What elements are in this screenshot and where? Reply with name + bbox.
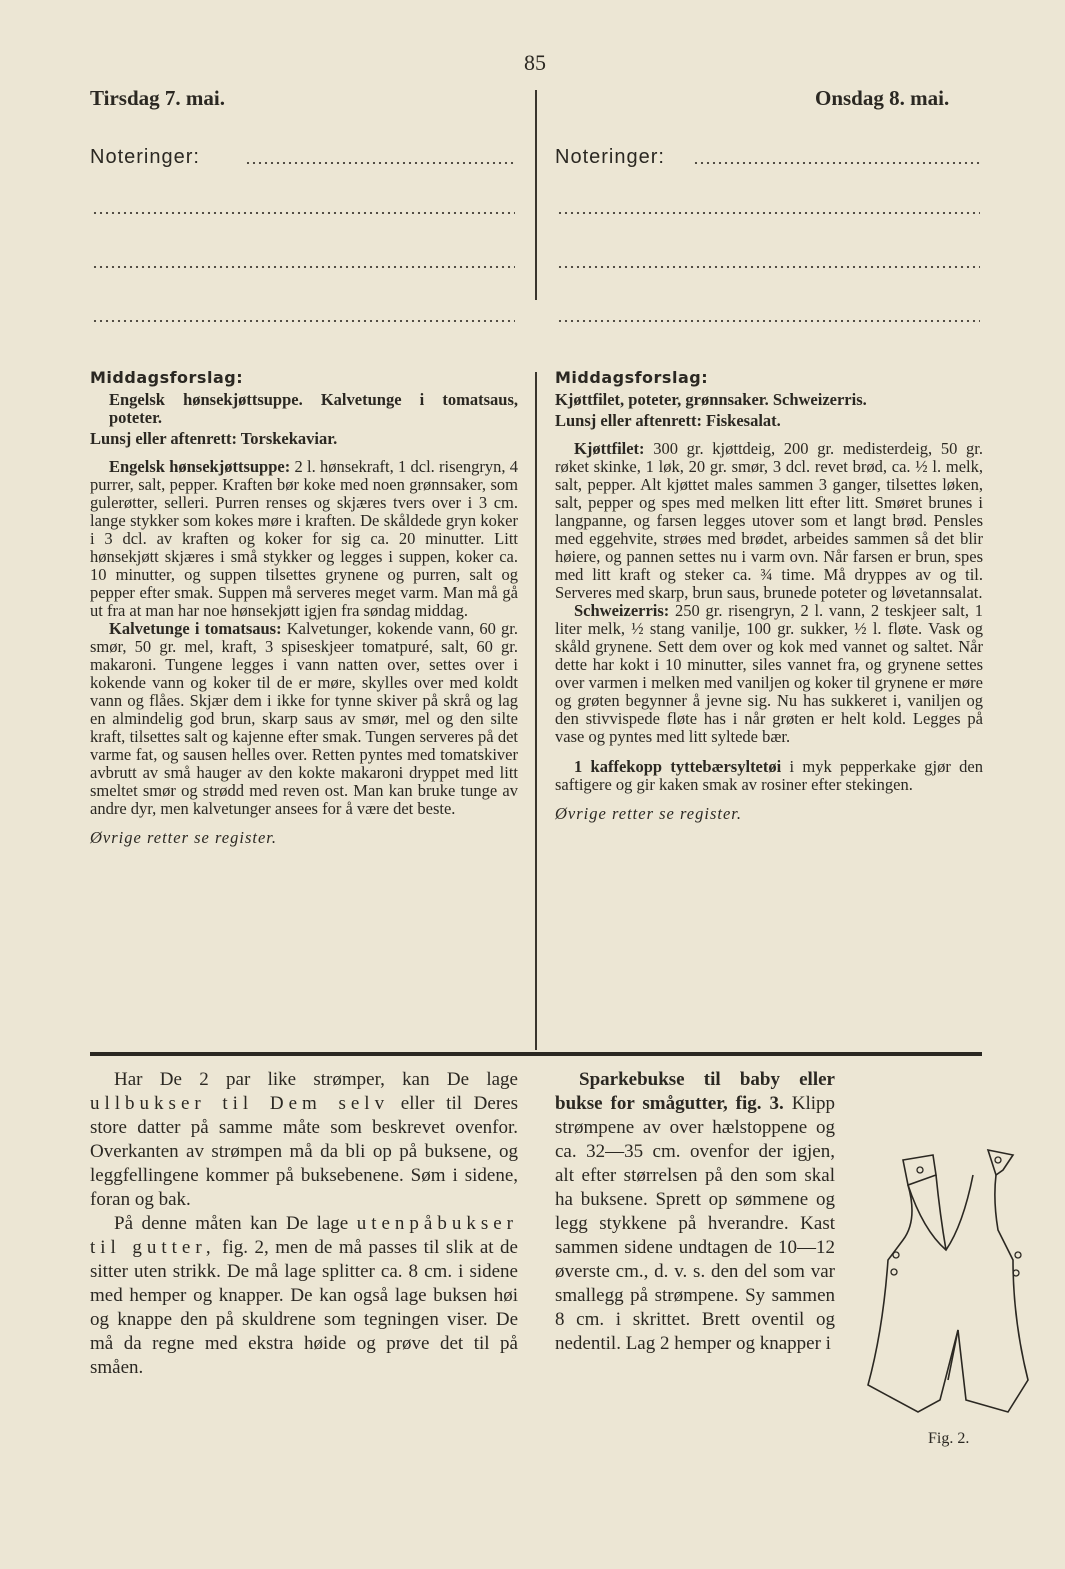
tip-text: i myk pepperkake gjør den saftigere og gir kaken smak av rosiner efter stekingen. (555, 757, 983, 794)
right-notes-line-2[interactable] (557, 212, 980, 214)
front-seam (936, 1175, 946, 1250)
recipe-title: Kalvetunge i tomatsaus: (109, 619, 282, 638)
right-dinner-heading: Middagsforslag: (555, 368, 709, 387)
right-recipes (555, 440, 983, 746)
right-notes-line-3[interactable] (557, 266, 980, 268)
recipe-paragraph (90, 458, 518, 620)
left-notes-line-3[interactable] (92, 266, 515, 268)
sparkebukse-title: Sparkebukse til baby eller bukse for smågutter, fig. 3. (555, 1069, 835, 1114)
recipe-text: Kalvetunger, kokende vann, 60 gr. smør, 50 gr. mel, kraft, 3 spiseskjeer tomatpuré, salt, 60 gr. makaroni. Tungene legges i vann natten over, settes over i kokende vann og koker til de er møre, skylles over med koldt vann og flåes. Skjær dem i ikke for tynne skiver på skrå og lag en almindelig god brun, skarp saus av smør, mel og den silte kraft, tilsettes salt og kajenne efter smak. Tungen serveres på det varme fat, og sausen helles over. Retten pyntes med tomatskiver avbrutt av små hauger av den kokte makaroni dryppet med litt smeltet smør og strødd med reven ost. Man kan bruke tunge av andre dyr, men kalvetunger ansees for å være det beste. (90, 619, 518, 818)
right-day-heading: Onsdag 8. mai. (815, 86, 950, 110)
left-notes-line-2[interactable] (92, 212, 515, 214)
spaced-term: utenpåbukser til gutter, (90, 1213, 518, 1258)
button-marker (893, 1252, 899, 1258)
recipe-paragraph (90, 620, 518, 818)
sparkebukse-text: Klipp strømpene av over hælstoppene og ca. 32—35 cm. ovenfor der igjen, alt efter størrelsen på den som skal ha buksene. Sprett op sømmene og legg stykkene på hverandre. Kast sammen sidene undtagen de 10—12 øverste cm., d. v. s. den del som var smallegg på strømpene. Sy sammen 8 cm. i skrittet. Brett oventil og nedentil. Lag 2 hemper og knapper i (555, 1093, 835, 1354)
column-divider-top (535, 90, 537, 300)
lower-paragraph-2 (90, 1212, 518, 1380)
right-tip (555, 758, 983, 794)
left-notes-line-4[interactable] (92, 320, 515, 322)
left-day-heading: Tirsdag 7. mai. (90, 86, 225, 110)
button-hole-marker (995, 1157, 1001, 1163)
right-register-note: Øvrige retter se register. (555, 804, 742, 823)
recipe-paragraph (555, 602, 983, 746)
left-notes-label: Noteringer: (90, 146, 200, 168)
recipe-title: Schweizerris: (574, 601, 670, 620)
section-rule (90, 1052, 982, 1056)
button-marker (891, 1269, 897, 1275)
page-number: 85 (524, 50, 546, 75)
left-strap (903, 1155, 936, 1185)
recipe-text: 300 gr. kjøttdeig, 200 gr. medisterdeig, 50 gr. røket skinke, 1 løk, 20 gr. smør, 3 dcl. revet brød, ca. ½ l. melk, salt, pepper. Alt kjøttet males sammen 3 ganger, tilsettes løken, salt, pepper og spes med melken litt efter litt. Smøret brunes i langpanne, og farsen legges utover som et langt brød. Pensles med eggehvite, strøes med brødet, arbeides sammen så det blir høiere, og pannen settes nu i varm ovn. Når farsen er brun, spes med litt kraft og steker ca. ¾ time. Må dryppes av og til. Serveres med skarp, brun saus, brunede poteter og løvetannsalat. (555, 439, 983, 602)
left-recipe-column (90, 368, 518, 848)
tip-title: 1 kaffekopp tyttebærsyltetøi (574, 757, 782, 776)
button-hole-marker (917, 1167, 923, 1173)
recipe-title: Kjøttfilet: (574, 439, 645, 458)
lower-paragraph-1 (90, 1068, 518, 1212)
right-notes-line-4[interactable] (557, 320, 980, 322)
text-span: fig. 2, men de må passes til slik at de sitter uten strikk. De må lage splitter ca. 8 cm. i sidene med hemper og knapper. De kan også lage buksen høi og knappe den på skuldrene som tegningen viser. De må da regne med ekstra høide og prøve det til på småen. (90, 1237, 518, 1378)
right-recipe-column (555, 368, 983, 824)
recipe-text: 2 l. hønsekraft, 1 dcl. risengryn, 4 purrer, salt, pepper. Kraften bør koke med noen grønnsaker, som gulerøtter, selleri. Purren renses og skjæres tvers over i 3 cm. lange stykker som kokes møre i kraften. De skåldede gryn koker i 3 dcl. av kraften og koker for sig ca. 20 minutter. Litt hønsekjøtt skjæres i små stykker og legges i suppen, koker ca. 10 minutter, og suppen tilsettes grynene og purren, salt og pepper efter smak. Suppen må serveres meget varm. Man må gå ut fra at man har noe hønsekjøtt igjen fra søndag middag. (90, 457, 519, 620)
text-span: På denne måten kan De lage (114, 1213, 357, 1234)
text-span: Har De 2 par like strømper, kan De lage (114, 1069, 518, 1090)
text-span: eller til Deres store datter på samme måte som beskrevet ovenfor. Overkanten av strømpen må da bli op på buksene, og leggfellingene kommer på buksebenene. Søm i sidene, foran og bak. (90, 1093, 518, 1210)
right-notes-label: Noteringer: (555, 146, 665, 168)
column-divider-bottom (535, 372, 537, 1050)
right-notes-line-1[interactable] (693, 162, 980, 164)
overall-pattern-figure (848, 1130, 1038, 1430)
spaced-term: ullbukser til Dem selv (90, 1093, 390, 1114)
recipe-paragraph (555, 440, 983, 602)
recipe-title: Engelsk hønsekjøttsuppe: (109, 457, 291, 476)
left-dinner-suggestion: Engelsk hønsekjøttsuppe. Kalvetunge i tomatsaus, poteter. (109, 390, 518, 427)
left-dinner-heading: Middagsforslag: (90, 368, 244, 387)
lower-left-text (90, 1068, 518, 1380)
recipe-text: 250 gr. risengryn, 2 l. vann, 2 teskjeer salt, 1 liter melk, ½ stang vanilje, 100 gr. sukker, ½ l. fløte. Vask og skåld grynene. Sett dem over og kok med vannet og saltet. Når dette har kokt i 10 minutter, siles vannet fra, og grynene settes over varmen i melken med vaniljen og koker til grynene er møre og grøten begynner å jevne sig. Nu has sukkeret i, vaniljen og den stivvispede fløte has i når grøten er helt kold. Legges på vase og pyntes med litt syltede bær. (555, 601, 983, 746)
left-recipes (90, 458, 518, 818)
button-marker (1015, 1252, 1021, 1258)
right-lunch-suggestion: Lunsj eller aftenrett: Fiskesalat. (555, 411, 781, 430)
figure-caption: Fig. 2. (928, 1430, 970, 1447)
right-dinner-suggestion: Kjøttfilet, poteter, grønnsaker. Schweizerris. (555, 390, 867, 409)
leg-seam (948, 1330, 958, 1380)
left-notes-line-1[interactable] (245, 162, 515, 164)
left-register-note: Øvrige retter se register. (90, 828, 277, 847)
left-lunch-suggestion: Lunsj eller aftenrett: Torskekaviar. (90, 429, 338, 448)
